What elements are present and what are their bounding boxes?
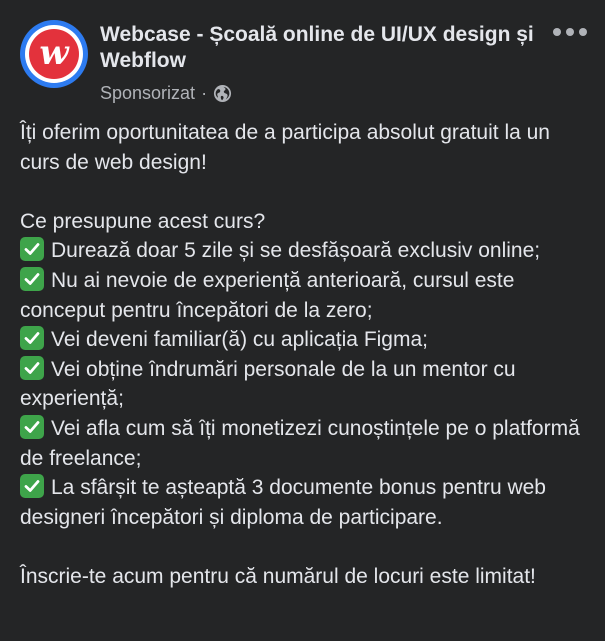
spacer xyxy=(20,532,592,562)
avatar-ring xyxy=(25,25,83,83)
bullet-text: Vei deveni familiar(ă) cu aplicația Figma; xyxy=(51,328,428,352)
bullet-item xyxy=(20,473,592,532)
avatar-letter: w xyxy=(39,33,69,73)
post-meta xyxy=(100,82,232,104)
globe-icon[interactable] xyxy=(213,84,232,103)
webcase-logo xyxy=(29,29,79,79)
page-name-link[interactable]: Webcase - Școală online de UI/UX design și Webflow xyxy=(100,23,534,72)
more-dot xyxy=(553,28,561,36)
outro-text: Înscrie-te acum pentru că numărul de locuri este limitat! xyxy=(20,564,536,588)
bullet-text: Vei obține îndrumări personale de la un mentor cu experiență; xyxy=(20,357,516,411)
check-mark-icon xyxy=(20,415,44,439)
bullet-text: La sfârșit te așteaptă 3 documente bonus pentru web designeri începători și diploma de participare. xyxy=(20,476,546,529)
page-avatar[interactable] xyxy=(20,20,88,88)
bullet-item xyxy=(20,414,592,473)
bullet-item xyxy=(20,325,592,355)
bullet-text: Nu ai nevoie de experiență anterioară, cursul este conceput pentru începători de la zero; xyxy=(20,268,515,322)
bullet-text: Durează doar 5 zile și se desfășoară exclusiv online; xyxy=(51,239,541,263)
sponsored-label[interactable]: Sponsorizat xyxy=(100,83,196,103)
bullet-text: Vei afla cum să îți monetizezi cunoștințele pe o platformă de freelance; xyxy=(20,416,580,470)
post-text xyxy=(20,118,592,592)
check-mark-icon xyxy=(20,237,44,261)
more-options-icon[interactable] xyxy=(553,22,587,42)
check-mark-icon xyxy=(20,474,44,498)
check-mark-icon xyxy=(20,326,44,350)
question-text: Ce presupune acest curs? xyxy=(20,209,266,233)
check-mark-icon xyxy=(20,267,44,291)
more-dot xyxy=(579,28,587,36)
more-dot xyxy=(566,28,574,36)
post-header xyxy=(20,20,587,110)
spacer xyxy=(20,177,592,207)
intro-text: Îți oferim oportunitatea de a participa absolut gratuit la un curs de web design! xyxy=(20,121,550,174)
bullet-item xyxy=(20,236,592,266)
bullet-item xyxy=(20,355,592,414)
meta-separator: · xyxy=(201,83,208,103)
check-mark-icon xyxy=(20,356,44,380)
bullet-item xyxy=(20,266,592,325)
